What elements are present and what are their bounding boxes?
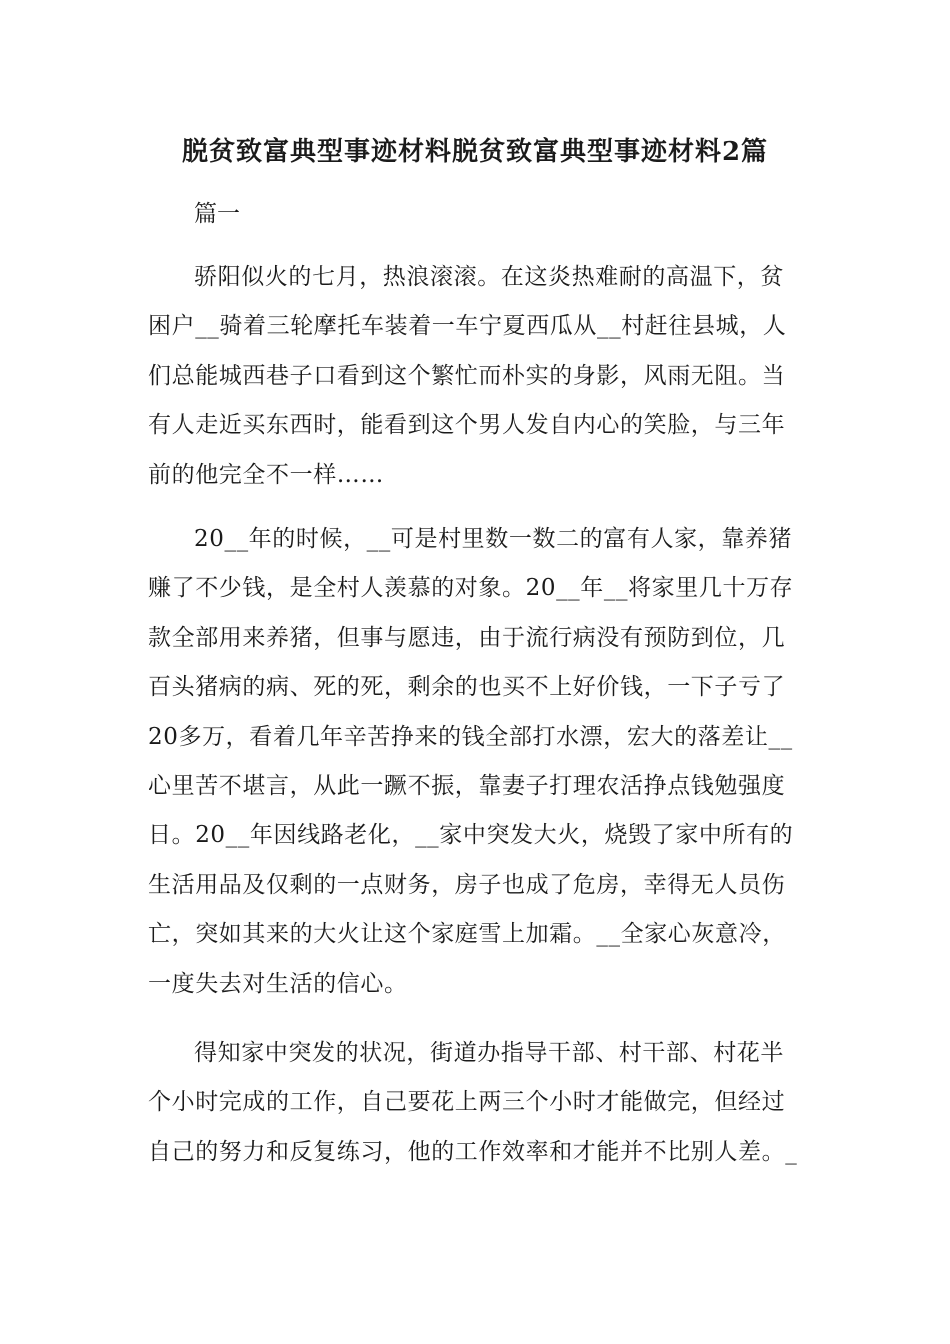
paragraph-1 bbox=[148, 253, 796, 500]
paragraph-line: 亡，突如其来的大火让这个家庭雪上加霜。__全家心灰意冷， bbox=[148, 921, 786, 948]
paragraph-line: 有人走近买东西时，能看到这个男人发自内心的笑脸，与三年 bbox=[148, 412, 786, 439]
paragraph-line: 骄阳似火的七月，热浪滚滚。在这炎热难耐的高温下，贫 bbox=[194, 264, 784, 290]
paragraph-line: 赚了不少钱，是全村人羡慕的对象。20__年__将家里几十万存 bbox=[148, 575, 794, 602]
paragraph-3 bbox=[148, 1029, 796, 1177]
paragraph-line: 20__年的时候，__可是村里数一数二的富有人家，靠养猪 bbox=[194, 526, 793, 552]
document-title: 脱贫致富典型事迹材料脱贫致富典型事迹材料2篇 bbox=[181, 137, 769, 167]
paragraph-line: 自己的努力和反复练习，他的工作效率和才能并不比别人差。_ bbox=[148, 1138, 798, 1165]
paragraph-line: 日。20__年因线路老化，__家中突发大火，烧毁了家中所有的 bbox=[148, 822, 794, 849]
paragraph-line: 心里苦不堪言，从此一蹶不振，靠妻子打理农活挣点钱勉强度 bbox=[148, 773, 786, 800]
paragraph-line: 款全部用来养猪，但事与愿违，由于流行病没有预防到位，几 bbox=[148, 624, 786, 651]
paragraph-line: 困户__骑着三轮摩托车装着一车宁夏西瓜从__村赶往县城，人 bbox=[148, 313, 787, 340]
paragraph-line: 前的他完全不一样…… bbox=[148, 461, 384, 488]
paragraph-line: 们总能城西巷子口看到这个繁忙而朴实的身影，风雨无阻。当 bbox=[148, 362, 786, 389]
paragraph-line: 20多万，看着几年辛苦挣来的钱全部打水漂，宏大的落差让__ bbox=[148, 723, 793, 750]
paragraph-line: 得知家中突发的状况，街道办指导干部、村干部、村花半 bbox=[194, 1040, 784, 1066]
paragraph-line: 个小时完成的工作，自己要花上两三个小时才能做完，但经过 bbox=[148, 1089, 786, 1116]
paragraph-2 bbox=[148, 515, 796, 1009]
paragraph-line: 生活用品及仅剩的一点财务，房子也成了危房，幸得无人员伤 bbox=[148, 871, 786, 898]
section-label: 篇一 bbox=[194, 201, 240, 227]
paragraph-line: 百头猪病的病、死的死，剩余的也买不上好价钱，一下子亏了 bbox=[148, 674, 786, 701]
paragraph-line: 一度失去对生活的信心。 bbox=[148, 970, 408, 997]
